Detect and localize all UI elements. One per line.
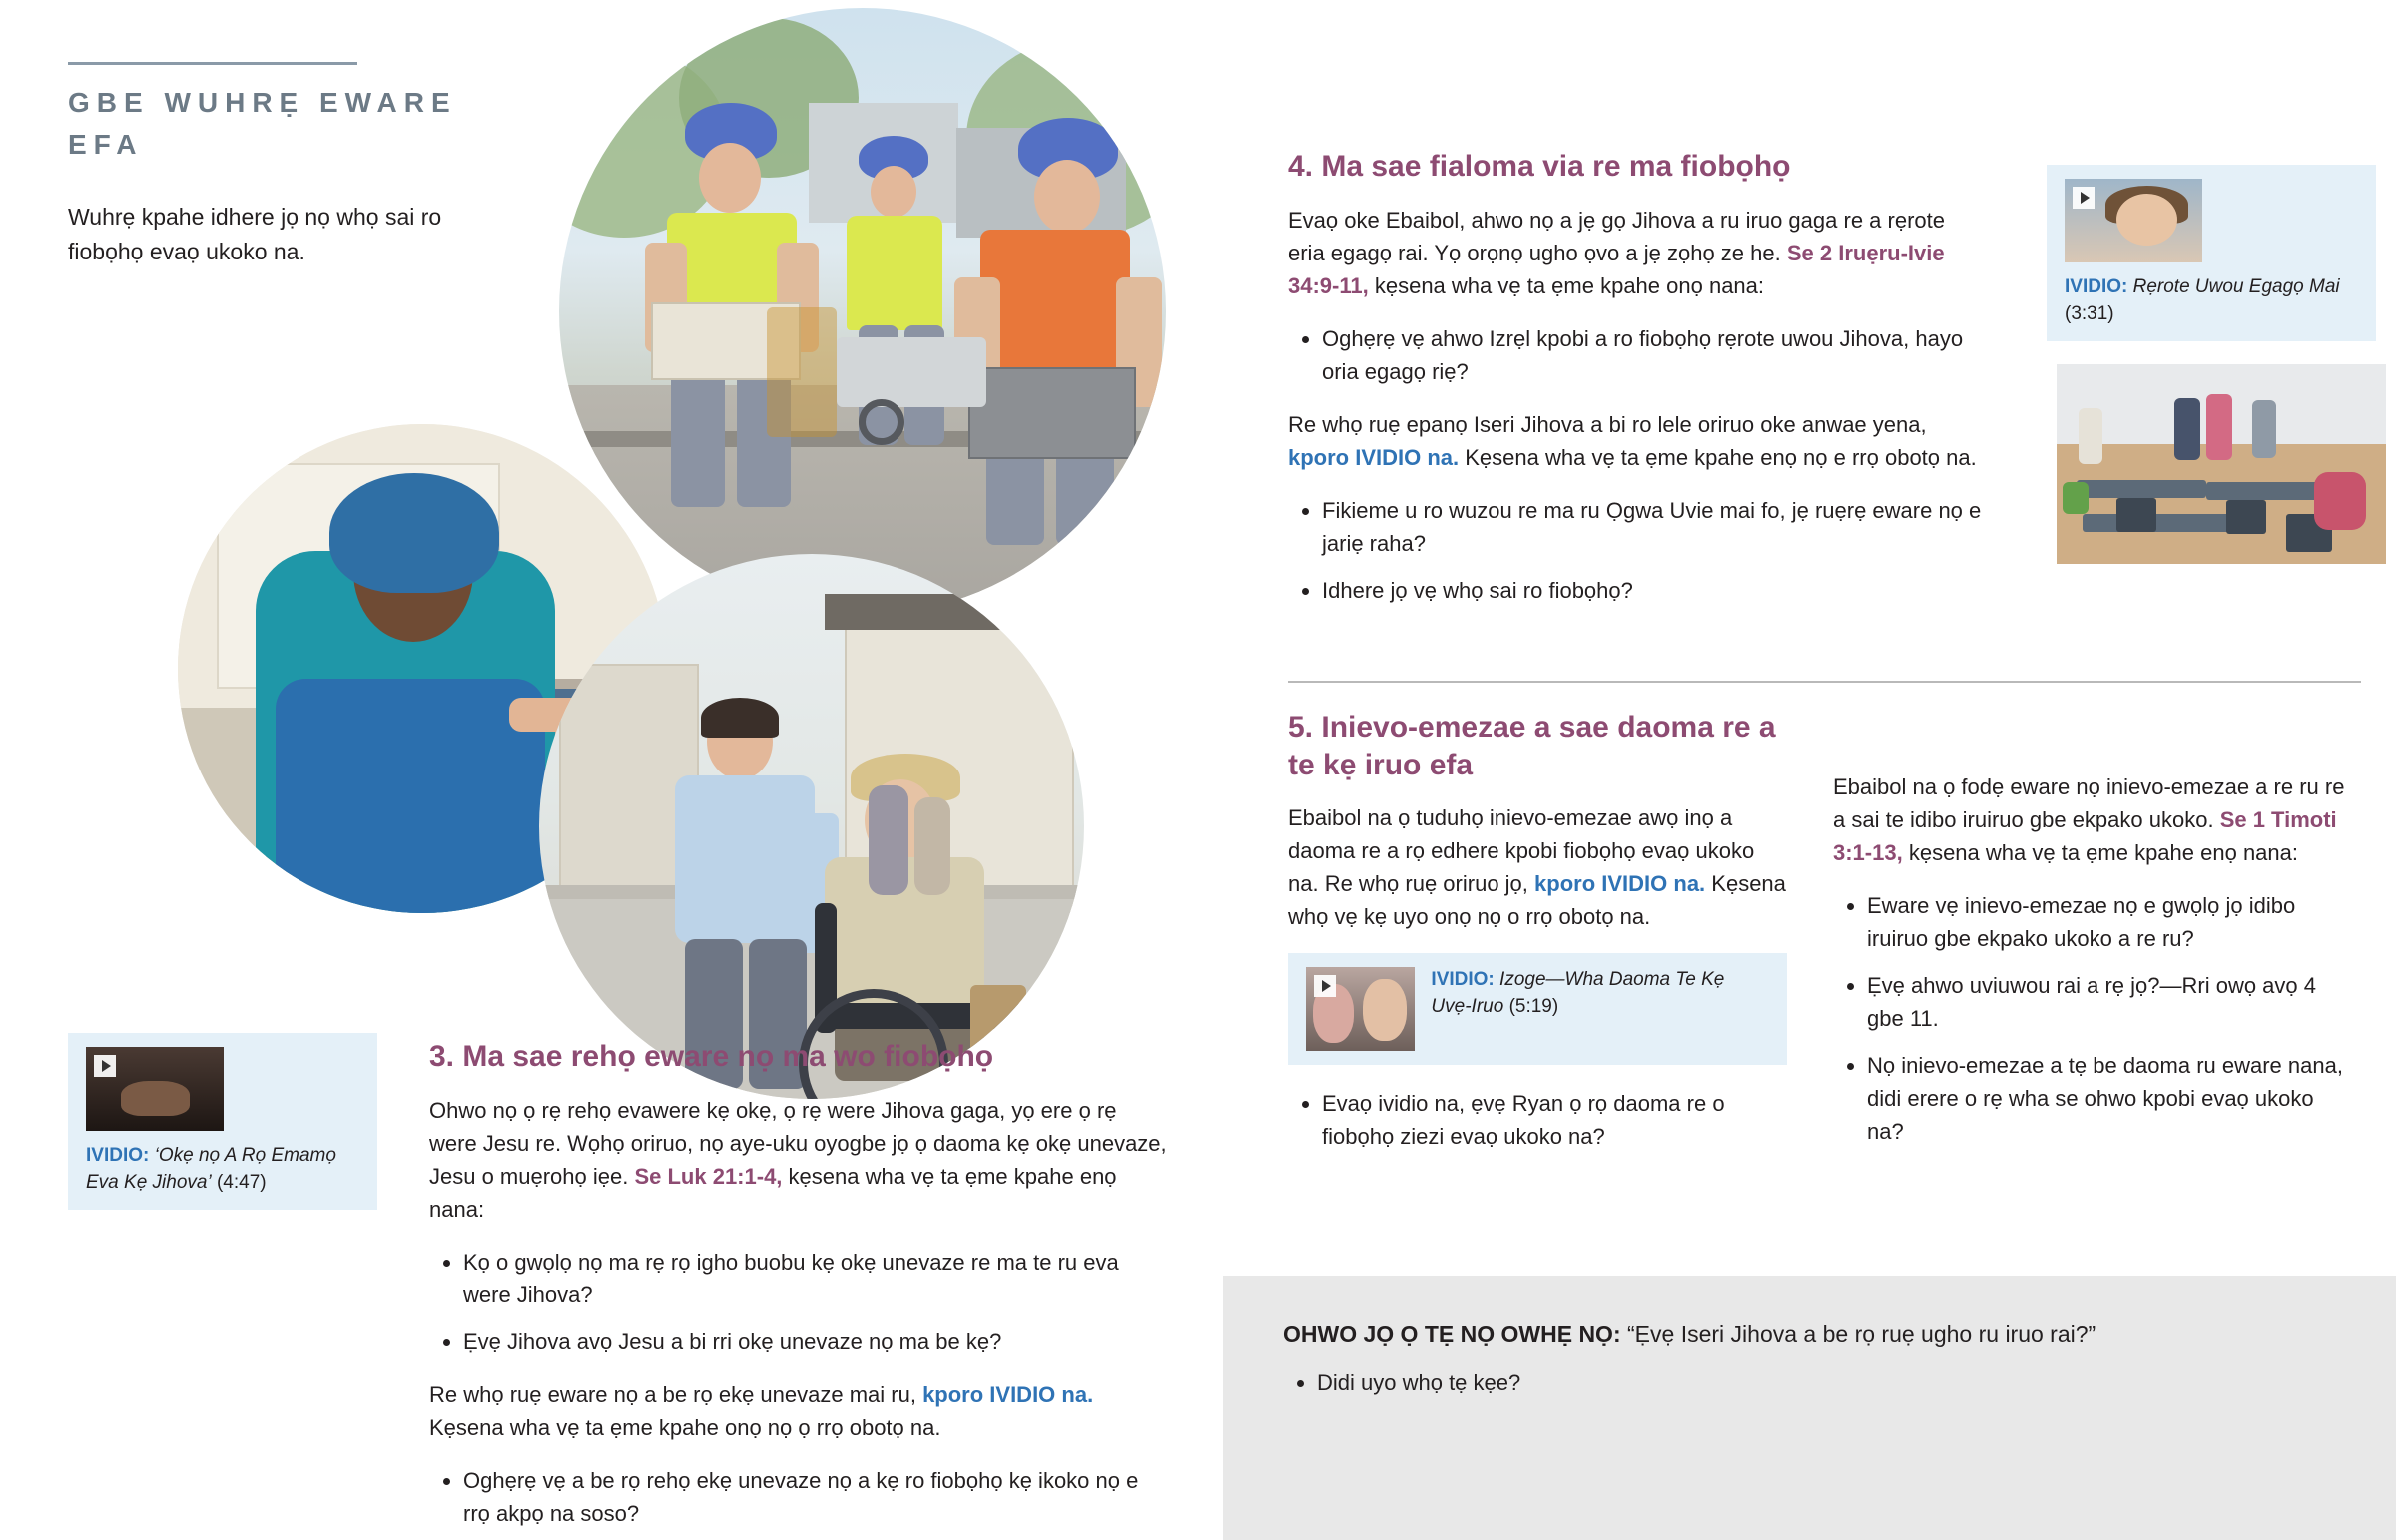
section-5-questions-left [1288,1087,1787,1153]
text-run: kẹsena wha vẹ ta ẹme kpahe enọ nana: [1902,840,2298,865]
section-5-title: 5. Inievo-emezae a sae daoma re a te kẹ iruo efa [1288,711,1776,781]
section-3-paragraph-1 [429,1094,1168,1226]
video-card-section5[interactable] [1288,953,1787,1065]
video-caption [2065,274,2358,327]
footer-prompt [1283,1317,2336,1352]
section-3 [429,1038,1168,1540]
video-link[interactable]: kporo IVIDIO na. [1534,871,1706,896]
section-4-questions-2 [1288,494,1987,607]
list-item: • Fikieme u ro wuzou re ma ru Ọgwa Uvie mai fo, jẹ ruẹrẹ eware nọ e jariẹ raha? [1322,494,1987,560]
footer-question-band [1223,1276,2396,1540]
section-4-title: 4. Ma sae fialoma via re ma fiobọhọ [1288,150,1791,183]
text-run: Re whọ ruẹ eware nọ a be rọ ekẹ unevaze mai ru, [429,1381,923,1407]
section-4-paragraph-1 [1288,204,1987,302]
footer-questions [1283,1366,2336,1399]
section-3-paragraph-2 [429,1378,1168,1444]
play-icon[interactable] [2073,187,2095,209]
section-3-title: 3. Ma sae rehọ eware nọ ma wo fiobọhọ [429,1040,994,1073]
play-icon[interactable] [94,1055,116,1077]
section-4 [1288,148,1987,627]
text-run: Evaọ oke Ebaibol, ahwo nọ a jẹ gọ Jihova a ru iruo gaga re a rẹrote eria egagọ rai. Yọ orọnọ ugho ọvo a jẹ zọhọ ze he. [1288,207,1945,265]
text-run: kẹsena wha vẹ ta ẹme kpahe onọ nana: [1368,272,1765,298]
text-run: Kẹsena whọ vẹ kẹ uyo onọ nọ o rrọ obotọ na. [1288,871,1786,929]
video-link[interactable]: kporo IVIDIO na. [1288,444,1460,470]
video-card-section4[interactable] [2047,165,2376,341]
text-run: Re whọ ruẹ epanọ Iseri Jihova a bi ro lele oriruo oke anwae yena, [1288,411,1927,437]
scripture-reference[interactable]: Se Luk 21:1-4, [634,1163,783,1189]
text-run: Ebaibol na ọ fodẹ eware nọ inievo-emezae a re ru re a sai te idibo iruiruo gbe ekpako ukoko. [1833,774,2345,832]
photo-classroom-cleaning [2057,364,2386,564]
list-item: • Evaọ ividio na, ẹvẹ Ryan ọ rọ daoma re o fiobọhọ ziezi evaọ ukoko na? [1322,1087,1787,1153]
section-3-questions-2 [429,1464,1168,1530]
kicker-heading: GBE WUHRẸ EWARE EFA [68,87,457,160]
text-run: Kẹsena wha vẹ ta ẹme kpahe enọ nọ e rrọ obotọ na. [1459,444,1977,470]
footer-label: OHWO JỌ Ọ TẸ NỌ OWHẸ NỌ: [1283,1321,1621,1347]
video-card-section3[interactable] [68,1033,377,1210]
text-run: Ohwo nọ ọ rẹ rehọ evawere kẹ okẹ, ọ rẹ were Jihova gaga, yọ ere ọ rẹ were Jesu re. Wọhọ oriruo, nọ aye-uku oyogbe jọ ọ daoma kẹ okẹ unevaze, Jesu o muẹrohọ iẹe. [429,1097,1167,1189]
section-4-questions-1 [1288,322,1987,388]
list-item: • Ẹvẹ Jihova avọ Jesu a bi rri okẹ unevaze nọ ma be kẹ? [463,1325,1168,1358]
video-label: IVIDIO: [1431,969,1495,990]
video-duration: (5:19) [1508,995,1559,1017]
video-title: ‘Okẹ nọ A Rọ Emamọ Eva Kẹ Jihova’ [86,1145,336,1193]
list-item: • Oghẹrẹ vẹ a be rọ rehọ ekẹ unevaze nọ a kẹ ro fiobọhọ kẹ ikoko nọ e rrọ akpọ na soso? [463,1464,1168,1530]
video-link[interactable]: kporo IVIDIO na. [922,1381,1094,1407]
video-label: IVIDIO: [2065,276,2128,297]
video-title: Izoge—Wha Daoma Te Kẹ Uvẹ-Iruo [1431,969,1725,1017]
video-thumbnail[interactable] [1306,967,1415,1051]
video-duration: (4:47) [216,1171,267,1193]
section-3-questions-1 [429,1246,1168,1358]
video-duration: (3:31) [2065,302,2114,324]
scripture-reference[interactable]: Se 1 Timoti 3:1-13, [1833,807,2337,865]
section-5-paragraph-right [1833,770,2352,869]
kicker-divider [68,62,357,65]
list-item: • Eware vẹ inievo-emezae nọ e gwọlọ jọ idibo iruiruo gbe ekpako ukoko a re ru? [1867,889,2352,955]
video-caption [1431,967,1769,1020]
video-title: Rẹrote Uwou Egagọ Mai [2132,276,2340,297]
section-5-questions-right [1833,889,2352,1148]
video-thumbnail[interactable] [2065,179,2202,262]
list-item: • Oghẹrẹ vẹ ahwo Izrẹl kpobi a ro fiobọhọ rẹrote uwou Jihova, hayo oria egagọ riẹ? [1322,322,1987,388]
list-item: • Didi uyo whọ tẹ kẹe? [1317,1366,2336,1399]
text-run: Kẹsena wha vẹ ta ẹme kpahe onọ nọ ọ rrọ obotọ na. [429,1414,941,1440]
list-item: • Nọ inievo-emezae a tẹ be daoma ru eware nana, didi erere o rẹ wha se ohwo kpobi evaọ ukoko na? [1867,1049,2352,1148]
section-divider [1288,681,2361,683]
text-run: kẹsena wha vẹ ta ẹme kpahe enọ nana: [429,1163,1117,1222]
section-5-paragraph-left [1288,801,1787,933]
video-thumbnail[interactable] [86,1047,224,1131]
list-item: • Ẹvẹ ahwo uviuwou rai a rẹ jọ?—Rri owọ avọ 4 gbe 11. [1867,969,2352,1035]
video-caption [86,1143,359,1196]
text-run: Ebaibol na ọ tuduhọ inievo-emezae awọ inọ a daoma re a rọ edhere kpobi fiobọhọ evaọ ukoko na. Re whọ ruẹ oriruo jọ, [1288,805,1755,896]
section-4-paragraph-2 [1288,408,1987,474]
photo-wheelchair-assistance [539,554,1084,1099]
footer-quote: “Ẹvẹ Iseri Jihova a be rọ ruẹ ugho ru iruo rai?” [1627,1321,2096,1347]
section-5 [1288,709,2361,1173]
list-item: • Kọ o gwọlọ nọ ma rẹ rọ igho buobu kẹ okẹ unevaze re ma te ru eva were Jihova? [463,1246,1168,1311]
scripture-reference[interactable]: Se 2 Iruẹru-Ivie 34:9-11, [1288,240,1945,298]
list-item: • Idhere jọ vẹ whọ sai ro fiobọhọ? [1322,574,1987,607]
video-label: IVIDIO: [86,1145,150,1166]
play-icon[interactable] [1314,975,1336,997]
intro-paragraph: Wuhrẹ kpahe idhere jọ nọ whọ sai ro fiobọhọ evaọ ukoko na. [68,204,442,264]
